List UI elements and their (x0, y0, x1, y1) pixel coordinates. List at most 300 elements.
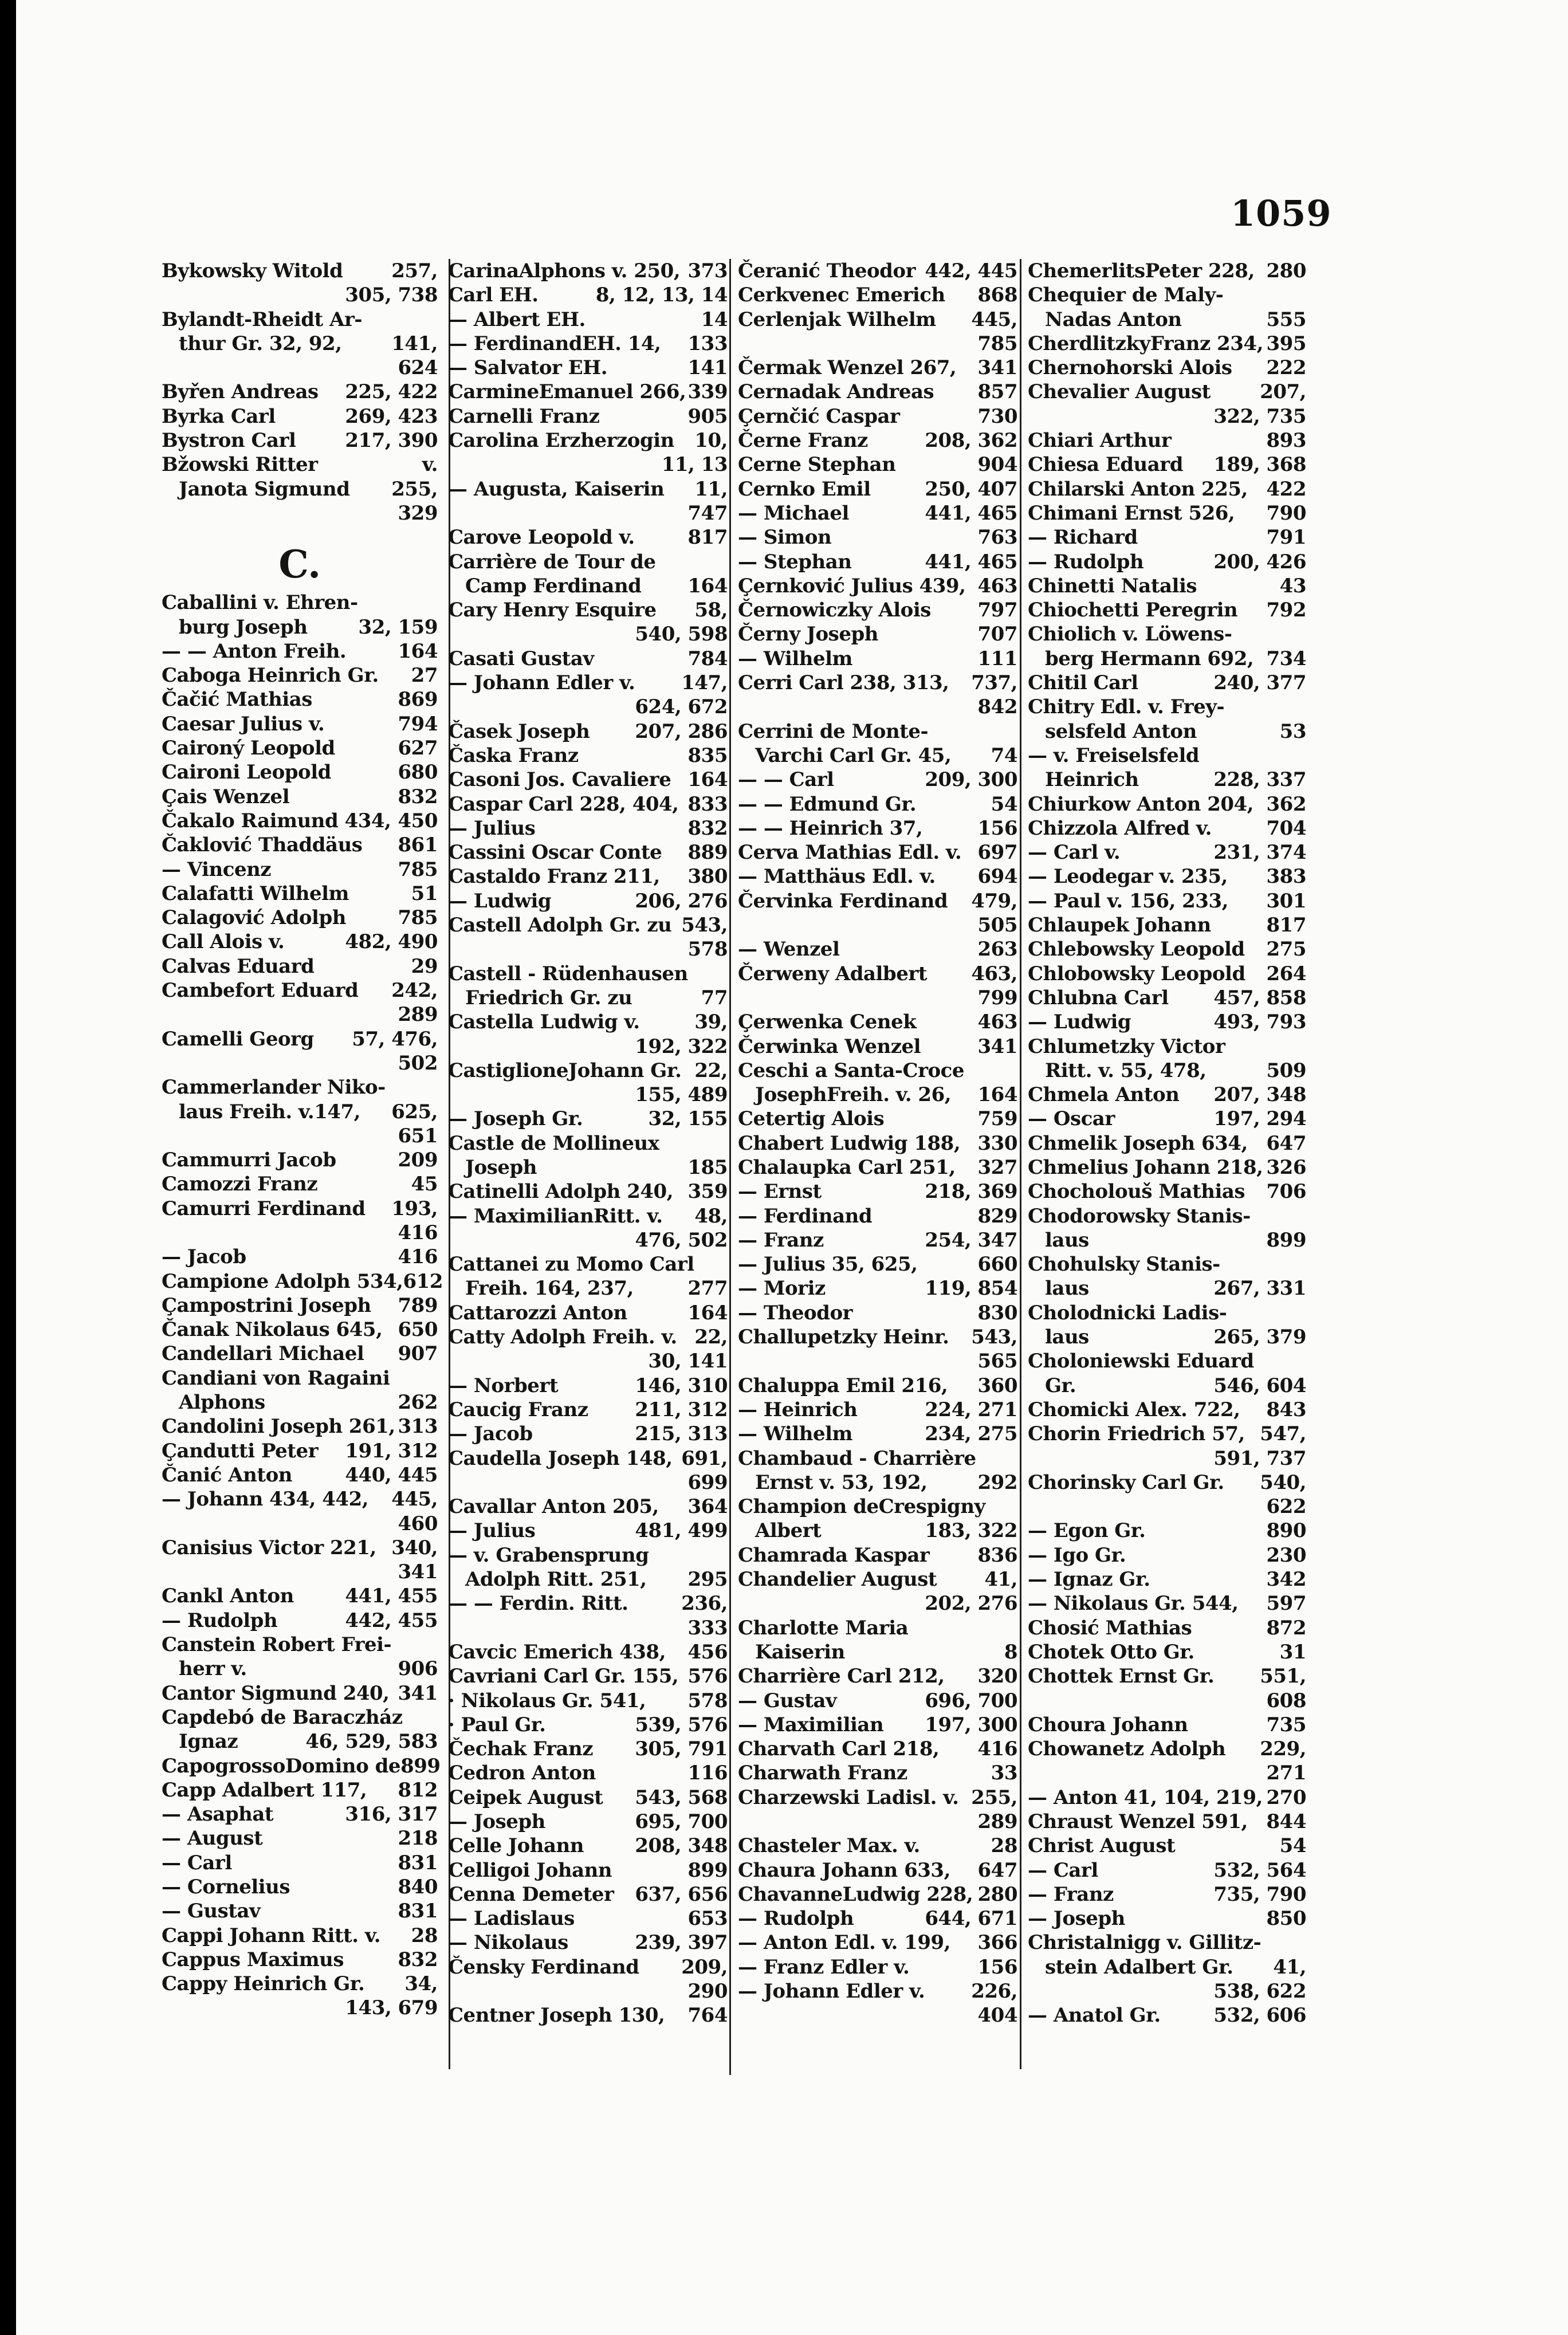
entry-pages: 906 (398, 1657, 438, 1681)
index-entry (157, 1899, 440, 1923)
entry-pages: 441, 465 (925, 501, 1017, 525)
entry-name: laus Freih. v.147, (179, 1100, 361, 1123)
entry-pages: 532, 564 (1213, 1858, 1306, 1882)
entry-name: Friedrich Gr. zu (465, 986, 632, 1009)
entry-pages: 812 (398, 1778, 438, 1802)
index-entry (733, 308, 1020, 332)
entry-pages: 747 (687, 501, 728, 525)
index-entry (157, 1657, 440, 1681)
index-entry (157, 453, 440, 477)
index-entry (443, 1422, 730, 1446)
entry-pages: 206, 276 (635, 889, 728, 913)
entry-pages: 840 (398, 1876, 438, 1898)
entry-name: Caironi Leopold (162, 761, 331, 784)
index-entry (733, 380, 1020, 404)
index-entry-continuation (443, 937, 730, 961)
index-entry-continuation (1023, 1979, 1308, 2003)
entry-name: selsfeld Anton (1045, 720, 1197, 743)
entry-name: — Theodor (738, 1301, 853, 1324)
index-entry-continuation (157, 1124, 440, 1148)
entry-pages: 31 (1279, 1640, 1306, 1664)
entry-pages: 264 (1266, 962, 1306, 985)
index-entry (443, 1059, 730, 1083)
entry-name: Castell - Rüdenhausen (448, 962, 688, 985)
entry-pages: 799 (977, 986, 1017, 1009)
entry-pages: 730 (977, 404, 1017, 428)
index-entry (443, 550, 730, 574)
index-entry (1023, 889, 1308, 913)
entry-name: Chosić Mathias (1028, 1616, 1192, 1640)
index-entry-continuation (443, 622, 730, 646)
entry-name: Charrière Carl 212, (738, 1665, 945, 1688)
entry-pages: 578 (687, 1689, 728, 1712)
entry-name: — Wilhelm (738, 1422, 852, 1446)
index-entry (443, 1664, 730, 1688)
entry-pages: 832 (398, 1948, 438, 1971)
index-entry (733, 937, 1020, 961)
entry-pages: 263 (977, 938, 1017, 961)
entry-pages: 359 (687, 1180, 728, 1204)
index-entry (1023, 1325, 1308, 1349)
index-entry (157, 1148, 440, 1172)
index-entry (443, 816, 730, 840)
entry-pages: 8, 12, 13, 14 (595, 284, 728, 307)
index-entry (733, 1834, 1020, 1858)
index-entry (157, 687, 440, 711)
entry-name: — Carl v. (1028, 841, 1121, 864)
entry-name: Canstein Robert Frei- (162, 1633, 392, 1657)
entry-name: Cedron Anton (448, 1762, 596, 1785)
entry-name: Čechak Franz (448, 1738, 594, 1761)
entry-name: Chottek Ernst Gr. (1028, 1665, 1215, 1688)
index-entry (443, 1786, 730, 1810)
entry-name: Varchi Carl Gr. 45, (755, 744, 952, 767)
entry-name: Cattarozzi Anton (448, 1301, 627, 1324)
index-entry (443, 1761, 730, 1785)
entry-pages: 383 (1266, 865, 1306, 889)
index-entry (1023, 1882, 1308, 1906)
index-entry-continuation (157, 1051, 440, 1075)
entry-name: Čanak Nikolaus 645, (162, 1318, 383, 1342)
index-entry (1023, 647, 1308, 671)
entry-name: Chraust Wenzel 591, (1028, 1810, 1248, 1833)
entry-name: — Anton 41, 104, 219, (1028, 1786, 1263, 1809)
entry-name: herr v. (179, 1657, 247, 1681)
entry-pages: 217, 390 (345, 429, 438, 453)
index-entry (1023, 986, 1308, 1010)
entry-pages: 844 (1266, 1810, 1306, 1833)
entry-name: — Gustav (162, 1900, 261, 1923)
entry-name: — Egon Gr. (1028, 1519, 1146, 1543)
index-entry (733, 453, 1020, 477)
index-entry (1023, 840, 1308, 864)
index-entry (733, 768, 1020, 792)
entry-name: Chiesa Eduard (1028, 453, 1183, 477)
entry-name: Chizzola Alfred v. (1028, 816, 1212, 840)
entry-name: Cappi Johann Ritt. v. (162, 1924, 381, 1947)
entry-name: Chambaud - Charrière (738, 1446, 976, 1470)
entry-pages: 28 (411, 1924, 438, 1947)
entry-name: Ernst v. 53, 192, (755, 1471, 928, 1494)
entry-name: Čakalo Raimund 434, (162, 809, 391, 832)
entry-name: Joseph (465, 1155, 537, 1179)
entry-name: Cassini Oscar Conte (448, 841, 662, 864)
index-entry-continuation (733, 913, 1020, 937)
index-entry (157, 1100, 440, 1124)
entry-name: — Asaphat (162, 1803, 274, 1826)
index-entry (157, 1633, 440, 1657)
entry-name: — Paul v. 156, 233, (1028, 889, 1228, 913)
entry-name: — Carl (1028, 1858, 1098, 1882)
entry-pages: 763 (977, 526, 1017, 549)
entry-pages: 14 (701, 308, 728, 331)
index-entry (733, 840, 1020, 864)
entry-pages: 422 (1266, 477, 1306, 501)
index-entry (733, 574, 1020, 598)
entry-pages: 164 (977, 1083, 1017, 1107)
index-entry (1023, 1035, 1308, 1059)
entry-name: Cerne Stephan (738, 453, 896, 477)
entry-name: Cappus Maximus (162, 1948, 344, 1971)
index-entry (443, 889, 730, 913)
entry-name: — Johann Edler v. (738, 1980, 925, 2003)
index-column-2 (443, 259, 730, 2069)
entry-pages: 502 (398, 1051, 438, 1075)
entry-pages: 450 (398, 809, 438, 832)
entry-pages: 280 (1266, 260, 1306, 282)
entry-name: Cankl Anton (162, 1585, 294, 1608)
entry-pages: 463 (977, 1011, 1017, 1034)
entry-name: Chernohorski Alois (1028, 356, 1232, 380)
index-entry (157, 1705, 440, 1729)
index-entry-continuation (443, 1083, 730, 1107)
entry-pages: 441, 455 (345, 1585, 438, 1608)
entry-pages: 857 (977, 380, 1017, 404)
entry-name: Ceipek August (448, 1786, 603, 1809)
index-entry (1023, 429, 1308, 453)
entry-name: Charwath Franz (738, 1762, 907, 1785)
entry-name: Chocholouš Mathias (1028, 1180, 1245, 1204)
entry-pages: 456 (687, 1640, 728, 1664)
entry-pages: 269, 423 (345, 404, 438, 428)
index-entry (443, 1591, 730, 1615)
entry-pages: 360 (977, 1374, 1017, 1397)
entry-pages: 209, 300 (925, 768, 1017, 792)
index-entry (157, 1245, 440, 1269)
index-entry (1023, 332, 1308, 356)
index-entry (1023, 1858, 1308, 1882)
index-entry (1023, 525, 1308, 549)
index-entry (443, 864, 730, 889)
index-entry (443, 1640, 730, 1664)
entry-pages: 735, 790 (1213, 1882, 1306, 1906)
entry-name: Chaura Johann 633, (738, 1858, 950, 1882)
index-entry (443, 1010, 730, 1034)
entry-name: Chlumetzky Victor (1028, 1035, 1225, 1058)
entry-name: Chlaupek Johann (1028, 914, 1211, 937)
entry-name: — Julius (448, 1519, 536, 1543)
entry-name: Cappy Heinrich Gr. (162, 1972, 365, 1996)
entry-pages: 34, (404, 1972, 438, 1996)
entry-pages: 441, 465 (925, 550, 1017, 573)
entry-pages: 790 (1266, 501, 1306, 525)
index-entry-continuation (443, 453, 730, 477)
entry-name: Celle Johann (448, 1834, 584, 1858)
entry-name: Caspar Carl 228, 404, (448, 792, 679, 816)
entry-name: Cavallar Anton 205, (448, 1495, 659, 1519)
entry-name: Čačić Mathias (162, 688, 312, 711)
index-entry (733, 647, 1020, 671)
index-entry (157, 858, 440, 882)
index-entry (157, 1826, 440, 1850)
entry-name: Canisius Victor 221, (162, 1536, 376, 1559)
entry-name: ChemerlitsPeter 228, (1028, 260, 1255, 282)
entry-name: CapogrossoDomino de (162, 1754, 401, 1778)
index-entry (733, 1713, 1020, 1737)
entry-pages: 543, 568 (635, 1786, 728, 1809)
index-entry (443, 283, 730, 307)
entry-pages: 58, (694, 599, 728, 622)
entry-name: Centner Joseph 130, (448, 2004, 665, 2027)
index-entry (733, 1228, 1020, 1252)
entry-name: Chohulsky Stanis- (1028, 1253, 1220, 1276)
index-entry-continuation (443, 1228, 730, 1252)
index-entry (443, 404, 730, 429)
entry-name: Cerri Carl 238, 313, (738, 671, 949, 695)
entry-pages: 32, 159 (358, 615, 438, 639)
entry-pages: 869 (398, 688, 438, 711)
entry-pages: 905 (687, 404, 728, 428)
index-entry (443, 840, 730, 864)
entry-pages: 624, 672 (635, 695, 728, 719)
entry-pages: 540, (1260, 1471, 1306, 1494)
entry-pages: 416 (398, 1245, 438, 1269)
index-entry (157, 639, 440, 663)
index-entry (1023, 1906, 1308, 1931)
entry-pages: 699 (687, 1471, 728, 1494)
entry-name: — Matthäus Edl. v. (738, 865, 936, 889)
index-entry (1023, 283, 1308, 307)
index-entry-continuation (157, 1560, 440, 1584)
entry-pages: 764 (687, 2004, 728, 2027)
index-entry (157, 1754, 440, 1778)
entry-pages: 904 (977, 453, 1017, 477)
index-entry (157, 591, 440, 615)
entry-pages: 416 (398, 1221, 438, 1244)
entry-name: thur Gr. 32, 92, (179, 332, 342, 355)
index-entry (1023, 1252, 1308, 1276)
entry-name: · Nikolaus Gr. 541, (448, 1689, 646, 1712)
entry-name: — Ernst (738, 1180, 822, 1204)
entry-pages: 191, 312 (345, 1439, 438, 1463)
entry-pages: 330 (977, 1131, 1017, 1155)
index-entry (1023, 744, 1308, 768)
index-entry (157, 1269, 443, 1294)
entry-name: — Joseph Gr. (448, 1107, 583, 1131)
index-entry (443, 1713, 730, 1737)
index-entry (157, 1414, 440, 1438)
entry-pages: 608 (1266, 1689, 1306, 1712)
entry-pages: 650 (398, 1318, 438, 1342)
entry-name: Calafatti Wilhelm (162, 882, 349, 905)
index-entry (1023, 1349, 1308, 1373)
entry-pages: 380 (687, 865, 728, 889)
index-entry (1023, 1664, 1308, 1688)
index-entry (1023, 1810, 1308, 1834)
index-entry (733, 1737, 1020, 1761)
entry-name: — Norbert (448, 1374, 559, 1397)
entry-name: Cenna Demeter (448, 1882, 614, 1906)
entry-pages: 364 (687, 1495, 728, 1519)
entry-pages: 785 (977, 332, 1017, 355)
entry-pages: 539, 576 (635, 1713, 728, 1736)
entry-name: Chequier de Maly- (1028, 284, 1224, 307)
index-entry (443, 259, 730, 283)
entry-name: — Cornelius (162, 1876, 290, 1898)
entry-pages: 313 (398, 1415, 438, 1438)
entry-pages: 329 (398, 501, 438, 525)
entry-pages: 207, 348 (1213, 1083, 1306, 1107)
index-entry (157, 1390, 440, 1414)
index-entry (157, 1778, 440, 1802)
entry-pages: 242, (391, 979, 438, 1003)
index-entry (157, 1851, 440, 1875)
index-entry (1023, 1640, 1308, 1664)
entry-name: Cernadak Andreas (738, 380, 934, 404)
index-entry (443, 1155, 730, 1180)
entry-name: — Oscar (1028, 1107, 1115, 1131)
index-entry (1023, 1374, 1308, 1398)
entry-pages: 141 (687, 356, 728, 380)
entry-name: Carl EH. (448, 284, 539, 307)
index-entry (1023, 550, 1308, 574)
index-entry-continuation (733, 986, 1020, 1010)
entry-pages: 270 (1266, 1786, 1306, 1809)
index-entry (733, 1107, 1020, 1131)
entry-pages: 164 (687, 574, 728, 597)
entry-name: Camelli Georg (162, 1027, 314, 1051)
index-entry (733, 1761, 1020, 1785)
entry-name: Champion deCrespigny (738, 1495, 985, 1519)
entry-pages: 899 (687, 1858, 728, 1882)
index-entry-continuation (1023, 1689, 1308, 1713)
index-entry (157, 1924, 440, 1948)
entry-name: — Jacob (448, 1422, 533, 1446)
entry-name: Chalaupka Carl 251, (738, 1155, 956, 1179)
entry-name: Castella Ludwig v. (448, 1011, 640, 1034)
entry-pages: 239, 397 (635, 1931, 728, 1955)
entry-name: Cammerlander Niko- (162, 1076, 386, 1099)
entry-pages: 543, (971, 1326, 1017, 1349)
entry-name: Chlobowsky Leopold (1028, 962, 1245, 985)
index-entry-continuation (443, 1616, 730, 1640)
index-entry (157, 1439, 440, 1463)
entry-name: Chabert Ludwig 188, (738, 1131, 961, 1155)
entry-name: — Jacob (162, 1245, 246, 1269)
index-entry (443, 1374, 730, 1398)
index-entry (1023, 1591, 1308, 1615)
index-entry (157, 906, 440, 930)
entry-pages: 416 (977, 1738, 1017, 1761)
index-entry-continuation (157, 501, 440, 525)
index-entry (733, 1131, 1020, 1155)
entry-name: — Joseph (448, 1810, 545, 1833)
index-entry (157, 1875, 440, 1899)
index-entry-continuation (157, 1221, 440, 1245)
entry-pages: 222 (1266, 356, 1306, 380)
entry-pages: 442, 445 (925, 260, 1017, 282)
index-column-4 (1023, 259, 1308, 2069)
entry-pages: 445, (391, 1488, 438, 1511)
entry-name: Cavriani Carl Gr. 155, (448, 1665, 679, 1688)
entry-pages: 339 (687, 380, 728, 404)
index-entry (1023, 1737, 1308, 1761)
index-column-1 (157, 259, 443, 2069)
entry-name: Cantor Sigmund 240, (162, 1681, 390, 1705)
index-entry-continuation (1023, 1495, 1308, 1519)
entry-name: Christalnigg v. Gillitz- (1028, 1931, 1262, 1955)
index-entry (1023, 259, 1308, 283)
entry-name: Chiurkow Anton 204, (1028, 792, 1254, 816)
entry-pages: 45 (411, 1173, 438, 1196)
index-entry (1023, 1059, 1308, 1083)
entry-name: Castell Adolph Gr. zu (448, 914, 672, 937)
entry-name: Cerrini de Monte- (738, 720, 929, 743)
entry-pages: 254, 347 (925, 1228, 1017, 1252)
entry-name: — Franz (738, 1228, 824, 1252)
entry-name: burg Joseph (179, 615, 308, 639)
index-entry (443, 1180, 730, 1204)
index-entry (733, 1979, 1020, 2003)
entry-pages: 290 (687, 1980, 728, 2003)
index-entry (733, 1083, 1020, 1107)
entry-name: — Ferdinand (738, 1204, 873, 1228)
entry-pages: 29 (411, 954, 438, 978)
entry-name: — Salvator EH. (448, 356, 608, 380)
index-entry (157, 332, 440, 356)
entry-pages: 899 (1266, 1228, 1306, 1252)
index-entry-continuation (733, 1591, 1020, 1615)
entry-pages: 555 (1266, 308, 1306, 331)
entry-name: Cary Henry Esquire (448, 599, 657, 622)
entry-name: Chmela Anton (1028, 1083, 1180, 1107)
index-entry (157, 1172, 440, 1196)
index-entry (733, 525, 1020, 549)
entry-pages: 861 (398, 834, 438, 857)
entry-name: Casoni Jos. Cavaliere (448, 768, 671, 792)
entry-name: Calagović Adolph (162, 906, 346, 930)
index-entry (157, 259, 440, 283)
entry-name: Caboga Heinrich Gr. (162, 664, 379, 687)
index-entry (443, 1204, 730, 1228)
index-entry (1023, 356, 1308, 380)
entry-name: Chiochetti Peregrin (1028, 599, 1238, 622)
entry-name: CarinaAlphons v. 250, (448, 260, 681, 282)
index-entry (157, 1802, 440, 1826)
entry-name: Chimani Ernst 526, (1028, 501, 1235, 525)
index-entry (157, 833, 440, 857)
entry-name: Cernko Emil (738, 477, 871, 501)
entry-pages: 225, 422 (345, 380, 438, 404)
index-entry (733, 1543, 1020, 1567)
entry-name: Çais Wenzel (162, 785, 290, 808)
entry-pages: 829 (977, 1204, 1017, 1228)
entry-name: Caballini v. Ehren- (162, 591, 358, 615)
entry-name: Ritt. v. 55, 478, (1045, 1059, 1207, 1082)
entry-name: Čaklović Thaddäus (162, 834, 363, 857)
index-entry (1023, 1834, 1308, 1858)
entry-pages: 842 (977, 695, 1017, 719)
